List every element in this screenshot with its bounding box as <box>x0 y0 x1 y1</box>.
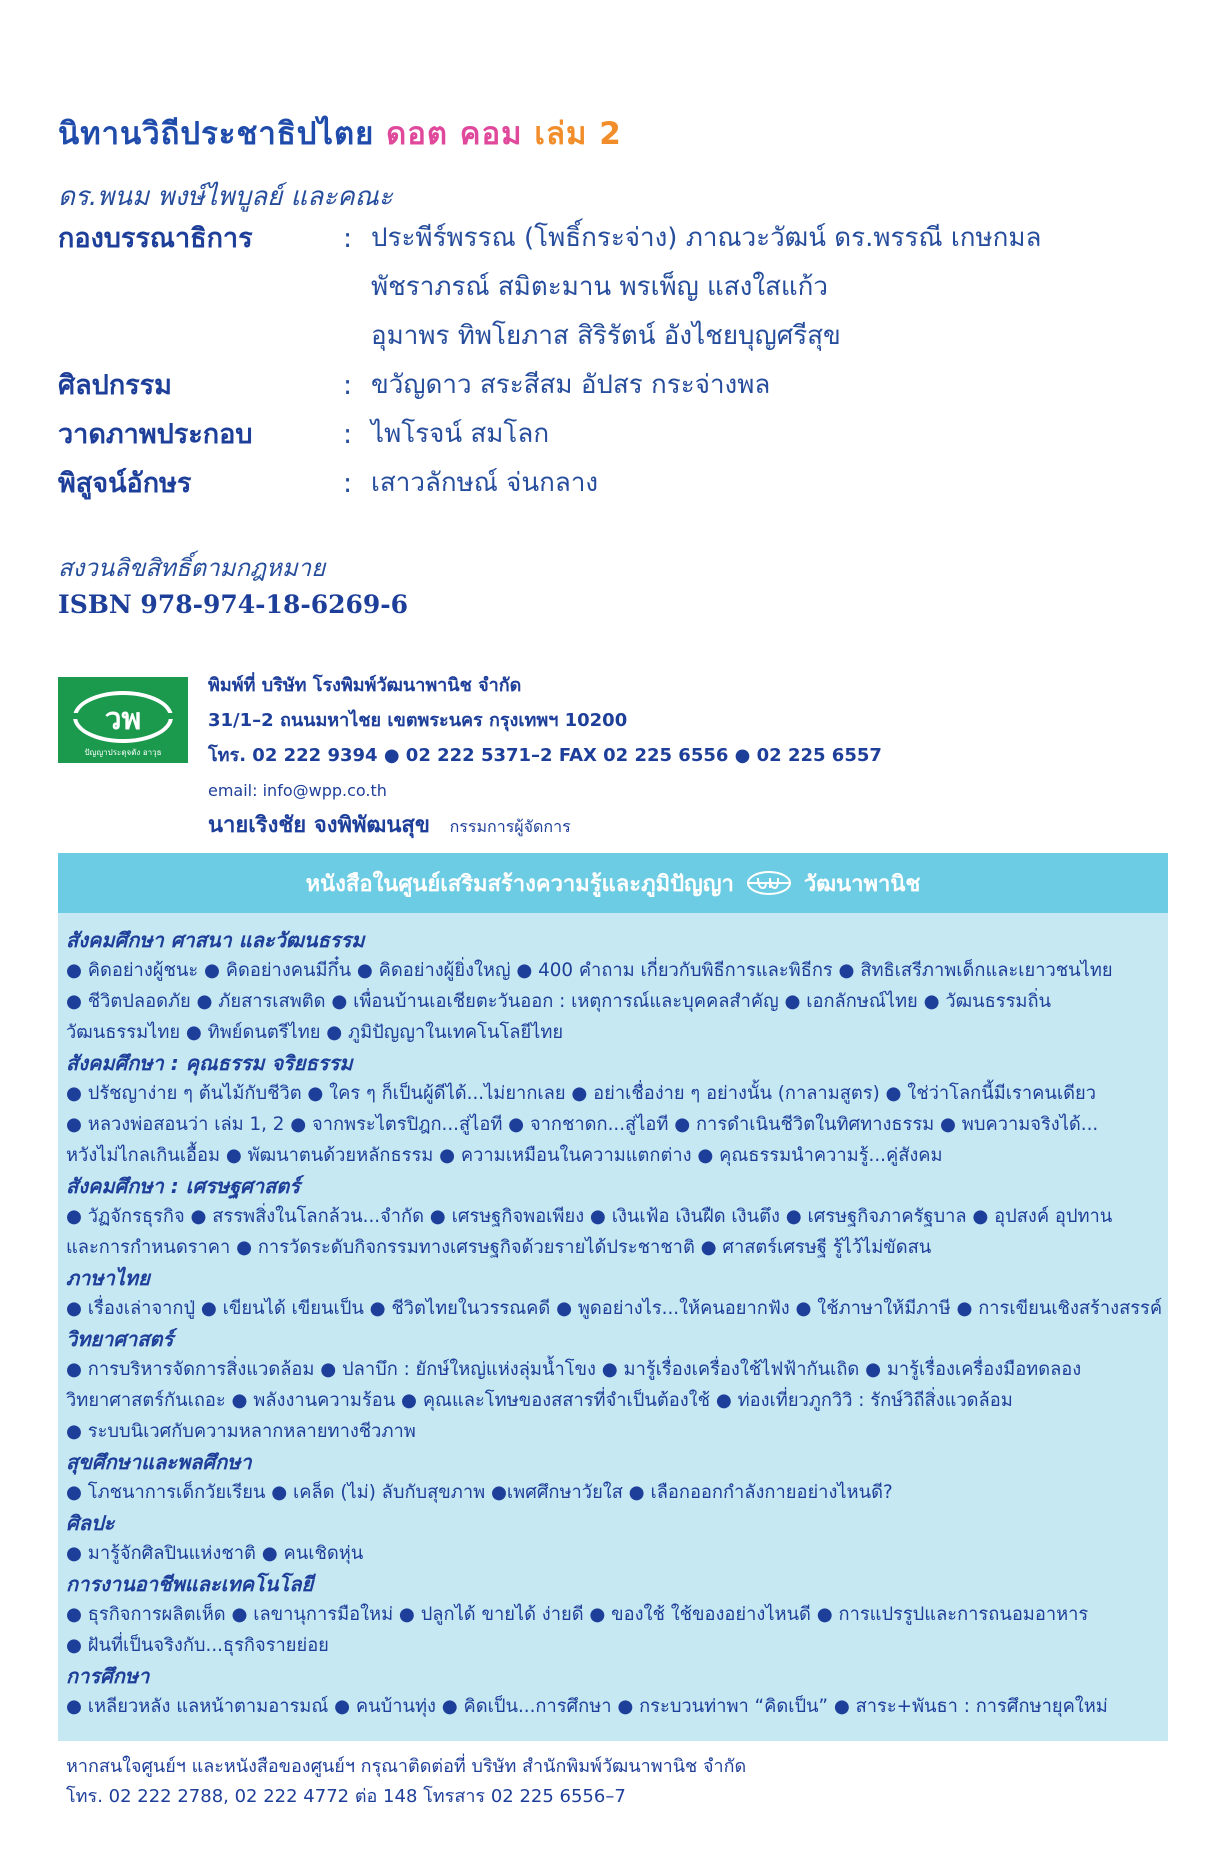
header-publisher: วัฒนาพานิช <box>803 871 921 897</box>
logo-motto: ปัญญาประดุจดัง อาวุธ <box>84 748 162 757</box>
credit-line: อุมาพร ทิพโยภาส สิริรัตน์ อังไชยบุญศรีสุข <box>371 321 841 351</box>
category-title: วิทยาศาสตร์ <box>66 1327 174 1351</box>
category-line: วัฒนธรรมไทย ● ทิพย์ดนตรีไทย ● ภูมิปัญญาในเทคโนโลยีไทย <box>66 1022 564 1043</box>
category-line: ● ฝันที่เป็นจริงกับ...ธุรกิจรายย่อย <box>66 1635 329 1656</box>
book-list-header <box>58 853 1168 913</box>
category-line: หวังไม่ไกลเกินเอื้อม ● พัฒนาตนด้วยหลักธรรม ● ความเหมือนในความแตกต่าง ● คุณธรรมนำความรู้...คู่สังคม <box>66 1145 943 1166</box>
category-line: ● โภชนาการเด็กวัยเรียน ● เคล็ด (ไม่) ลับกับสุขภาพ ●เพศศึกษาวัยใส ● เลือกออกกำลังกายอย่างไหนดี? <box>66 1482 893 1503</box>
contact-footer <box>66 1752 746 1812</box>
category-line: ● เหลียวหลัง แลหน้าตามอารมณ์ ● คนบ้านทุ่ง ● คิดเป็น...การศึกษา ● กระบวนท่าพา “คิดเป็น” ● สาระ+พันธา : การศึกษายุคใหม่ <box>66 1696 1108 1717</box>
credits-block <box>58 214 1138 508</box>
category-line: ● มารู้จักศิลปินแห่งชาติ ● คนเชิดหุ่น <box>66 1543 364 1564</box>
category-title: สังคมศึกษา : คุณธรรม จริยธรรม <box>66 1051 353 1075</box>
credit-proofreading <box>58 459 1138 508</box>
publisher-logo <box>58 677 188 763</box>
category-title: การงานอาชีพและเทคโนโลยี <box>66 1572 314 1596</box>
category-title: สุขศึกษาและพลศึกษา <box>66 1450 252 1474</box>
category-line: ● หลวงพ่อสอนว่า เล่ม 1, 2 ● จากพระไตรปิฎก...สู่ไอที ● จากชาดก...สู่ไอที ● การดำเนินชีวิตในทิศทางธรรม ● พบความจริงได้... <box>66 1114 1099 1135</box>
credit-colon: : <box>343 223 353 254</box>
credit-line: พัชราภรณ์ สมิตะมาน พรเพ็ญ แสงใสแก้ว <box>371 272 829 302</box>
credit-label: ศิลปกรรม <box>58 370 172 401</box>
category-title: ศิลปะ <box>66 1511 115 1535</box>
title-part3: เล่ม 2 <box>534 116 622 152</box>
category-line: วิทยาศาสตร์กันเถอะ ● พลังงานความร้อน ● คุณและโทษของสสารที่จำเป็นต้องใช้ ● ท่องเที่ยวภูกวิวิ : รักษ์วิถีสิ่งแวดล้อม <box>66 1390 1013 1411</box>
category-line: ● ปรัชญาง่าย ๆ ต้นไม้กับชีวิต ● ใคร ๆ ก็เป็นผู้ดีได้...ไม่ยากเลย ● อย่าเชื่อง่าย ๆ อย่างนั้น (กาลามสูตร) ● ใช่ว่าโลกนี้มีเราคนเดียว <box>66 1083 1096 1104</box>
credit-line: เสาวลักษณ์ จ่นกลาง <box>371 468 599 498</box>
category-line: และการกำหนดราคา ● การวัดระดับกิจกรรมทางเศรษฐกิจด้วยรายได้ประชาชาติ ● ศาสตร์เศรษฐี รู้ไว้ไม่ขัดสน <box>66 1237 932 1258</box>
logo-mark: วพ <box>104 702 142 737</box>
credit-label: วาดภาพประกอบ <box>58 419 253 450</box>
publisher-emblem-icon <box>746 870 792 896</box>
footer-line: หากสนใจศูนย์ฯ และหนังสือของศูนย์ฯ กรุณาติดต่อที่ บริษัท สำนักพิมพ์วัฒนาพานิช จำกัด <box>66 1756 747 1777</box>
category-line: ● ระบบนิเวศกับความหลากหลายทางชีวภาพ <box>66 1421 416 1442</box>
credit-label: กองบรรณาธิการ <box>58 223 253 254</box>
category-title: ภาษาไทย <box>66 1266 150 1290</box>
credit-colon: : <box>343 419 353 450</box>
category-line: ● คิดอย่างผู้ชนะ ● คิดอย่างคนมีกึ๋น ● คิดอย่างผู้ยิ่งใหญ่ ● 400 คำถาม เกี่ยวกับพิธีการและพิธีกร ● สิทธิเสรีภาพเด็กและเยาวชนไทย <box>66 960 1113 981</box>
credit-editors <box>58 214 1138 361</box>
printer-name: พิมพ์ที่ บริษัท โรงพิมพ์วัฒนาพานิช จำกัด <box>208 675 522 696</box>
title-part2: ดอต คอม <box>386 116 523 152</box>
title-part1: นิทานวิถีประชาธิปไตย <box>58 116 375 152</box>
category-line: ● เรื่องเล่าจากปู่ ● เขียนได้ เขียนเป็น ● ชีวิตไทยในวรรณคดี ● พูดอย่างไร...ให้คนอยากฟัง ● ใช้ภาษาให้มีภาษี ● การเขียนเชิงสร้างสรรค์ <box>66 1298 1163 1319</box>
printer-phone: โทร. 02 222 9394 ● 02 222 5371–2 FAX 02 225 6556 ● 02 225 6557 <box>208 745 882 766</box>
book-title <box>58 108 622 158</box>
manager-title: กรรมการผู้จัดการ <box>449 817 571 836</box>
category-line: ● วัฏจักรธุรกิจ ● สรรพสิ่งในโลกล้วน...จำกัด ● เศรษฐกิจพอเพียง ● เงินเฟ้อ เงินฝืด เงินตึง ● เศรษฐกิจภาครัฐบาล ● อุปสงค์ อุปทาน <box>66 1206 1113 1227</box>
category-title: สังคมศึกษา ศาสนา และวัฒนธรรม <box>66 928 365 952</box>
credit-colon: : <box>343 468 353 499</box>
credit-art <box>58 361 1138 410</box>
printer-info <box>208 668 882 844</box>
category-title: สังคมศึกษา : เศรษฐศาสตร์ <box>66 1174 301 1198</box>
author: ดร.พนม พงษ์ไพบูลย์ และคณะ <box>58 182 393 212</box>
manager-name: นายเริงชัย จงพิพัฒนสุข <box>208 813 430 838</box>
credit-colon: : <box>343 370 353 401</box>
category-title: การศึกษา <box>66 1664 150 1688</box>
credit-line: ประพีร์พรรณ (โพธิ์กระจ่าง) ภาณวะวัฒน์ ดร.พรรณี เกษกมล <box>371 223 1042 253</box>
credit-illustration <box>58 410 1138 459</box>
footer-line: โทร. 02 222 2788, 02 222 4772 ต่อ 148 โทรสาร 02 225 6556–7 <box>66 1786 626 1807</box>
credit-label: พิสูจน์อักษร <box>58 468 192 499</box>
isbn: ISBN 978-974-18-6269-6 <box>58 590 409 619</box>
credit-line: ขวัญดาว สระสีสม อัปสร กระจ่างพล <box>371 370 771 400</box>
copyright-notice: สงวนลิขสิทธิ์ตามกฎหมาย <box>58 554 326 582</box>
category-line: ● ธุรกิจการผลิตเห็ด ● เลขานุการมือใหม่ ● ปลูกได้ ขายได้ ง่ายดี ● ของใช้ ใช้ของอย่างไหนดี ● การแปรรูปและการถนอมอาหาร <box>66 1604 1089 1625</box>
header-text: หนังสือในศูนย์เสริมสร้างความรู้และภูมิปัญญา <box>305 871 734 897</box>
logo-emblem-icon <box>58 677 188 763</box>
book-list-box <box>58 853 1168 1741</box>
category-line: ● การบริหารจัดการสิ่งแวดล้อม ● ปลาบึก : ยักษ์ใหญ่แห่งลุ่มน้ำโขง ● มารู้เรื่องเครื่องใช้ไฟฟ้ากันเถิด ● มารู้เรื่องเครื่องมือทดลอง <box>66 1359 1082 1380</box>
credit-line: ไพโรจน์ สมโลก <box>371 419 550 449</box>
printer-address: 31/1–2 ถนนมหาไชย เขตพระนคร กรุงเทพฯ 10200 <box>208 710 628 731</box>
printer-email: email: info@wpp.co.th <box>208 781 387 800</box>
category-line: ● ชีวิตปลอดภัย ● ภัยสารเสพติด ● เพื่อนบ้านเอเชียตะวันออก : เหตุการณ์และบุคคลสำคัญ ● เอกลักษณ์ไทย ● วัฒนธรรมถิ่น <box>66 991 1052 1012</box>
